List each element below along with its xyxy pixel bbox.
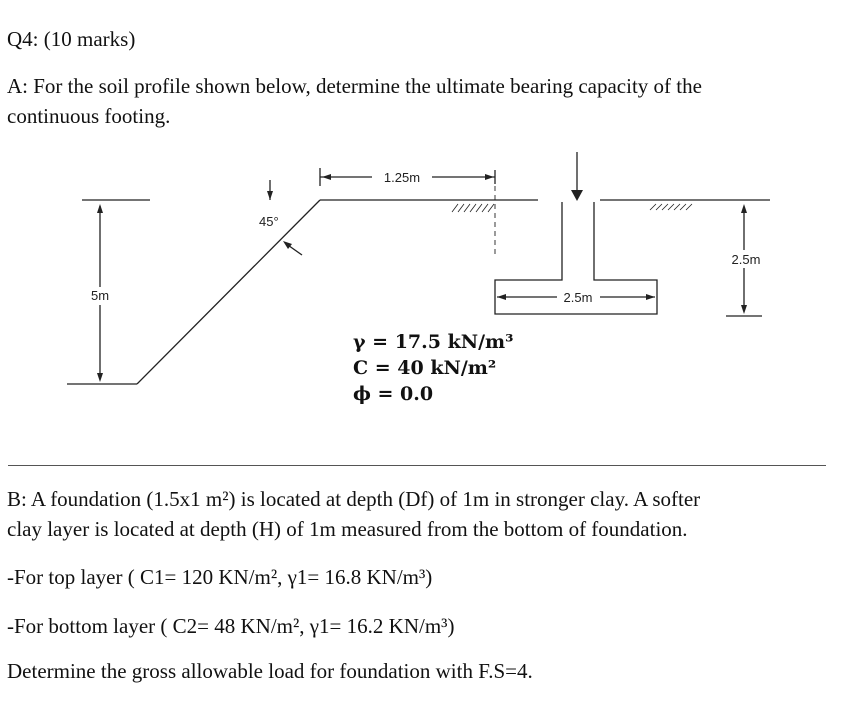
- soil-cohesion: C = 40 kN/m²: [353, 357, 497, 379]
- top-layer-properties: -For top layer ( C1= 120 KN/m², γ1= 16.8 KN/m³): [7, 565, 433, 589]
- dim-width-arrow-right: [646, 294, 655, 300]
- load-arrow-head: [571, 190, 583, 201]
- dim-depth-arrow-top: [741, 204, 747, 213]
- dim-slope-arrow-bottom: [97, 373, 103, 382]
- angle-arrowhead-lower: [283, 241, 292, 249]
- dim-width-arrow-left: [497, 294, 506, 300]
- slope-line: [137, 200, 320, 384]
- soil-unit-weight: γ = 17.5 kN/m³: [353, 331, 514, 353]
- dim-depth-arrow-bottom: [741, 305, 747, 314]
- hatch-left: [452, 204, 494, 212]
- dim-depth-label: 2.5m: [731, 252, 761, 267]
- part-b-text-line1: B: A foundation (1.5x1 m²) is located at depth (Df) of 1m in stronger clay. A softer: [7, 487, 701, 511]
- dim-slope-arrow-top: [97, 204, 103, 213]
- question-title: Q4: (10 marks): [7, 27, 136, 51]
- dim-top-arrow-right: [485, 174, 494, 180]
- part-b-task: Determine the gross allowable load for foundation with F.S=4.: [7, 659, 533, 683]
- soil-profile-diagram: [0, 140, 843, 410]
- dim-slope-height-label: 5m: [90, 288, 110, 303]
- angle-arrowhead-top: [267, 191, 273, 200]
- part-a-text-line2: continuous footing.: [7, 104, 171, 128]
- dim-footing-width-label: 2.5m: [563, 290, 593, 305]
- part-b-text-line2: clay layer is located at depth (H) of 1m measured from the bottom of foundation.: [7, 517, 688, 541]
- soil-friction-angle: ϕ = 0.0: [353, 383, 434, 405]
- bottom-layer-properties: -For bottom layer ( C2= 48 KN/m², γ1= 16.2 KN/m³): [7, 614, 455, 638]
- dim-top-width-label: 1.25m: [383, 170, 421, 185]
- angle-label: 45°: [259, 214, 279, 229]
- hatch-right: [650, 204, 692, 210]
- section-divider: [8, 465, 826, 466]
- part-a-text-line1: A: For the soil profile shown below, determine the ultimate bearing capacity of the: [7, 74, 702, 98]
- dim-top-arrow-left: [322, 174, 331, 180]
